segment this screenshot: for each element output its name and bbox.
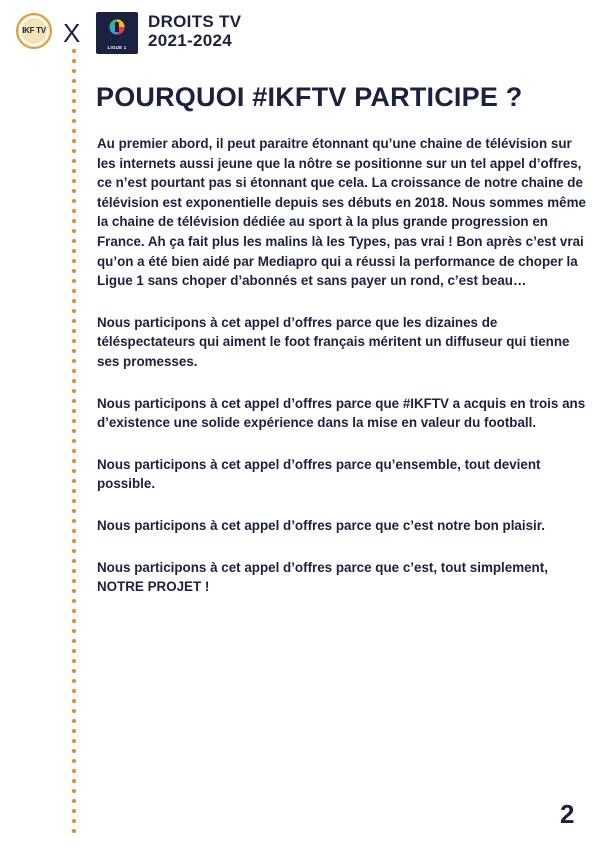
ligue1-logo [96,12,138,54]
header-title-line-2: 2021-2024 [148,31,232,50]
ikftv-logo [16,13,52,49]
header-title [148,12,241,50]
page-title: POURQUOI #IKFTV PARTICIPE ? [96,82,523,112]
cross-separator: X [63,18,81,48]
paragraph-reason-experience: Nous participons à cet appel d’offres parce que #IKFTV a acquis en trois ans d’existence une solide expérience dans la mise en valeur du football. [97,395,586,431]
ikftv-logo-text: IKF TV [21,18,47,44]
paragraph-reason-pleasure: Nous participons à cet appel d’offres parce que c’est notre bon plaisir. [97,517,545,533]
body-text [97,134,592,619]
paragraph-reason-together: Nous participons à cet appel d’offres parce qu’ensemble, tout devient possible. [97,456,541,492]
header [0,0,600,62]
dotted-divider [71,48,77,838]
paragraph-reason-viewers: Nous participons à cet appel d’offres parce que les dizaines de téléspectateurs qui aiment le foot français méritent un diffuseur qui tienne ses promesses. [97,314,570,369]
paragraph-reason-project: Nous participons à cet appel d’offres parce que c’est, tout simplement, NOTRE PROJET ! [97,559,548,595]
ligue1-logo-text: LIGUE 1 [107,45,127,50]
page-number: 2 [560,799,575,829]
paragraph-intro: Au premier abord, il peut paraitre étonnant qu’une chaine de télévision sur les internets aussi jeune que la nôtre se positionne sur un tel appel d’offres, ce n’est pourtant pas si étonnant que cela. La croissance de notre chaine de télévision est exponentielle depuis ses débuts en 2018. Nous sommes même la chaine de télévision dédiée au sport à la plus grande progression en France. Ah ça fait plus les malins là les Types, pas vrai ! Bon après c’est vrai qu’on a été bien aidé par Mediapro qui a réussi la performance de choper la Ligue 1 sans choper d’abonnés et sans payer un rond, c’est beau… [97,136,586,289]
header-title-line-1: DROITS TV [148,12,242,31]
